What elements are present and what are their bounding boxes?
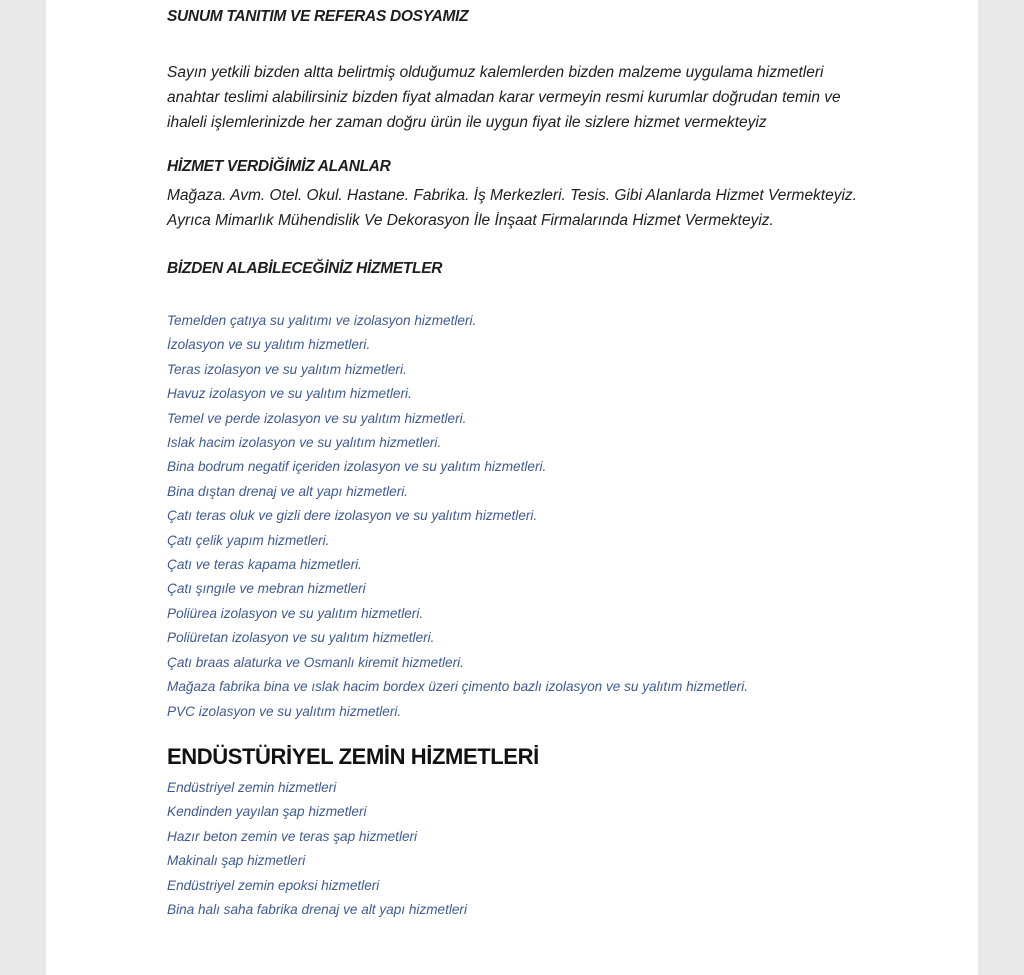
areas-line: Ayrıca Mimarlık Mühendislik Ve Dekorasyon İle İnşaat Firmalarında Hizmet Vermekteyiz. bbox=[167, 212, 774, 229]
floor-services-list bbox=[167, 776, 967, 922]
list-item: Hazır beton zemin ve teras şap hizmetleri bbox=[167, 828, 418, 844]
list-item: Çatı braas alaturka ve Osmanlı kiremit hizmetleri. bbox=[167, 654, 464, 670]
list-item: PVC izolasyon ve su yalıtım hizmetleri. bbox=[167, 703, 402, 719]
list-item: Çatı çelik yapım hizmetleri. bbox=[167, 532, 330, 548]
services-heading: BİZDEN ALABİLECEĞİNİZ HİZMETLER bbox=[167, 260, 443, 277]
list-item: Poliüretan izolasyon ve su yalıtım hizmetleri. bbox=[167, 630, 435, 646]
services-list bbox=[167, 309, 967, 724]
intro-paragraph bbox=[167, 60, 967, 135]
list-item: Endüstriyel zemin epoksi hizmetleri bbox=[167, 877, 380, 893]
document-page bbox=[46, 0, 978, 975]
intro-line: Sayın yetkili bizden altta belirtmiş olduğumuz kalemlerden bizden malzeme uygulama hizmetleri bbox=[167, 64, 824, 81]
intro-line: anahtar teslimi alabilirsiniz bizden fiyat almadan karar vermeyin resmi kurumlar doğrudan temin ve bbox=[167, 89, 841, 106]
list-item: Poliürea izolasyon ve su yalıtım hizmetleri. bbox=[167, 605, 424, 621]
areas-line: Mağaza. Avm. Otel. Okul. Hastane. Fabrika. İş Merkezleri. Tesis. Gibi Alanlarda Hizmet Vermekteyiz. bbox=[167, 187, 857, 204]
list-item: Islak hacim izolasyon ve su yalıtım hizmetleri. bbox=[167, 435, 442, 451]
document-title: SUNUM TANITIM VE REFERAS DOSYAMIZ bbox=[167, 8, 469, 25]
floor-services-heading: ENDÜSTÜRİYEL ZEMİN HİZMETLERİ bbox=[167, 744, 539, 769]
list-item: Bina dıştan drenaj ve alt yapı hizmetleri. bbox=[167, 483, 409, 499]
list-item: İzolasyon ve su yalıtım hizmetleri. bbox=[167, 337, 371, 353]
list-item: Çatı teras oluk ve gizli dere izolasyon ve su yalıtım hizmetleri. bbox=[167, 508, 538, 524]
list-item: Çatı ve teras kapama hizmetleri. bbox=[167, 557, 362, 573]
areas-paragraph bbox=[167, 183, 967, 233]
list-item: Çatı şıngıle ve mebran hizmetleri bbox=[167, 581, 366, 597]
areas-heading: HİZMET VERDİĞİMİZ ALANLAR bbox=[167, 158, 391, 175]
list-item: Makinalı şap hizmetleri bbox=[167, 853, 306, 869]
list-item: Kendinden yayılan şap hizmetleri bbox=[167, 804, 367, 820]
list-item: Temelden çatıya su yalıtımı ve izolasyon hizmetleri. bbox=[167, 313, 477, 328]
list-item: Endüstriyel zemin hizmetleri bbox=[167, 780, 337, 795]
list-item: Teras izolasyon ve su yalıtım hizmetleri. bbox=[167, 361, 407, 377]
list-item: Temel ve perde izolasyon ve su yalıtım hizmetleri. bbox=[167, 410, 467, 426]
list-item: Bina bodrum negatif içeriden izolasyon ve su yalıtım hizmetleri. bbox=[167, 459, 547, 475]
list-item: Havuz izolasyon ve su yalıtım hizmetleri. bbox=[167, 386, 412, 402]
list-item: Mağaza fabrika bina ve ıslak hacim bordex üzeri çimento bazlı izolasyon ve su yalıtım hizmetleri. bbox=[167, 679, 749, 695]
intro-line: ihaleli işlemlerinizde her zaman doğru ürün ile uygun fiyat ile sizlere hizmet vermekteyiz bbox=[167, 114, 767, 131]
list-item: Bina halı saha fabrika drenaj ve alt yapı hizmetleri bbox=[167, 902, 467, 918]
